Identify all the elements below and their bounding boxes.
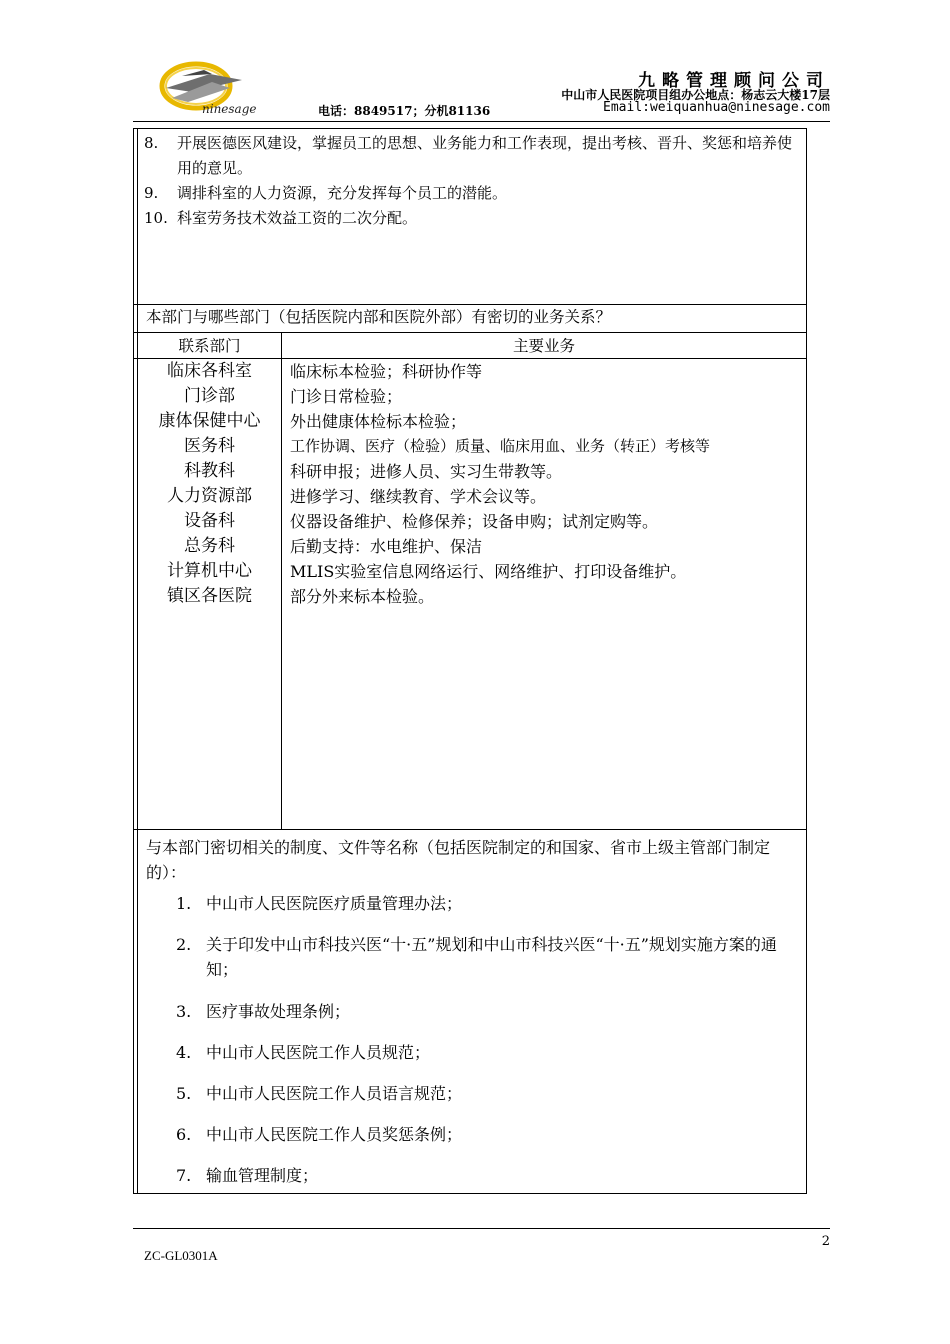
relation-business: 工作协调、医疗（检验）质量、临床用血、业务（转正）考核等 xyxy=(290,437,711,455)
duty-text: 科室劳务技术效益工资的二次分配。 xyxy=(177,209,418,227)
header-divider xyxy=(133,121,830,122)
regulation-text: 中山市人民医院工作人员规范； xyxy=(206,1043,431,1062)
regulation-number: 7. xyxy=(176,1166,192,1185)
relation-business: 科研申报；进修人员、实习生带教等。 xyxy=(290,462,563,481)
duty-number: 9. xyxy=(144,184,159,202)
regulation-text: 中山市人民医院工作人员奖惩条例； xyxy=(206,1125,463,1144)
regulations-question: 与本部门密切相关的制度、文件等名称（包括医院制定的和国家、省市上级主管部门制定的）： xyxy=(146,838,771,882)
relation-business: 门诊日常检验； xyxy=(290,387,403,406)
regulation-number: 3. xyxy=(176,1002,192,1021)
regulation-text: 关于印发中山市科技兴医“十·五”规划和中山市科技兴医“十·五”规划实施方案的通知； xyxy=(206,935,777,979)
table-divider xyxy=(134,829,806,830)
relation-business: 部分外来标本检验。 xyxy=(290,587,435,606)
regulation-text: 医疗事故处理条例； xyxy=(206,1002,351,1021)
relation-business: MLIS实验室信息网络运行、网络维护、打印设备维护。 xyxy=(290,562,687,581)
phone-number: 电话：8849517；分机81136 xyxy=(318,104,491,118)
relation-dept: 临床各科室 xyxy=(167,361,252,381)
relation-dept: 科教科 xyxy=(184,461,235,481)
regulation-number: 4. xyxy=(176,1043,192,1062)
column-divider xyxy=(281,332,282,829)
regulation-text: 输血管理制度； xyxy=(206,1166,319,1185)
column-header-business: 主要业务 xyxy=(512,337,575,355)
relation-dept: 总务科 xyxy=(184,536,235,556)
duty-number: 10. xyxy=(144,209,168,227)
regulation-text: 中山市人民医院医疗质量管理办法； xyxy=(206,894,463,913)
regulation-number: 1. xyxy=(176,894,192,913)
relation-business: 临床标本检验；科研协作等 xyxy=(290,362,483,381)
page-number: 2 xyxy=(821,1234,830,1249)
relation-dept: 人力资源部 xyxy=(167,486,252,506)
job-description-table xyxy=(133,128,807,1194)
relation-dept: 医务科 xyxy=(184,436,235,456)
table-divider xyxy=(134,332,806,333)
logo-wordmark: ninesage xyxy=(202,102,257,116)
document-code: ZC-GL0301A xyxy=(144,1248,218,1263)
company-logo xyxy=(152,58,272,120)
project-address: 中山市人民医院项目组办公地点：杨志云大楼17层 xyxy=(561,88,830,102)
footer-divider xyxy=(133,1228,830,1229)
regulation-number: 2. xyxy=(176,935,192,954)
company-name: 九略管理顾问公司 xyxy=(638,71,830,91)
relation-business: 后勤支持：水电维护、保洁 xyxy=(290,537,483,556)
regulation-number: 5. xyxy=(176,1084,192,1103)
relation-dept: 设备科 xyxy=(184,511,235,531)
duty-text: 调排科室的人力资源，充分发挥每个员工的潜能。 xyxy=(177,184,508,202)
relation-dept: 计算机中心 xyxy=(167,561,252,581)
ninesage-logo-icon xyxy=(152,58,272,120)
relation-business: 仪器设备维护、检修保养；设备申购；试剂定购等。 xyxy=(290,512,659,531)
relation-business: 进修学习、继续教育、学术会议等。 xyxy=(290,487,547,506)
regulation-number: 6. xyxy=(176,1125,192,1144)
relation-business: 外出健康体检标本检验； xyxy=(290,412,467,431)
email-address[interactable]: Email:weiquanhua@ninesage.com xyxy=(603,100,830,115)
relation-dept: 门诊部 xyxy=(184,386,235,406)
relation-dept: 康体保健中心 xyxy=(158,411,261,431)
duty-text: 开展医德医风建设，掌握员工的思想、业务能力和工作表现，提出考核、晋升、奖惩和培养使用的意见。 xyxy=(177,134,793,177)
duty-number: 8. xyxy=(144,134,159,152)
regulation-text: 中山市人民医院工作人员语言规范； xyxy=(206,1084,463,1103)
relation-dept: 镇区各医院 xyxy=(167,586,252,606)
column-header-department: 联系部门 xyxy=(178,337,241,355)
relations-question: 本部门与哪些部门（包括医院内部和医院外部）有密切的业务关系？ xyxy=(146,308,612,326)
